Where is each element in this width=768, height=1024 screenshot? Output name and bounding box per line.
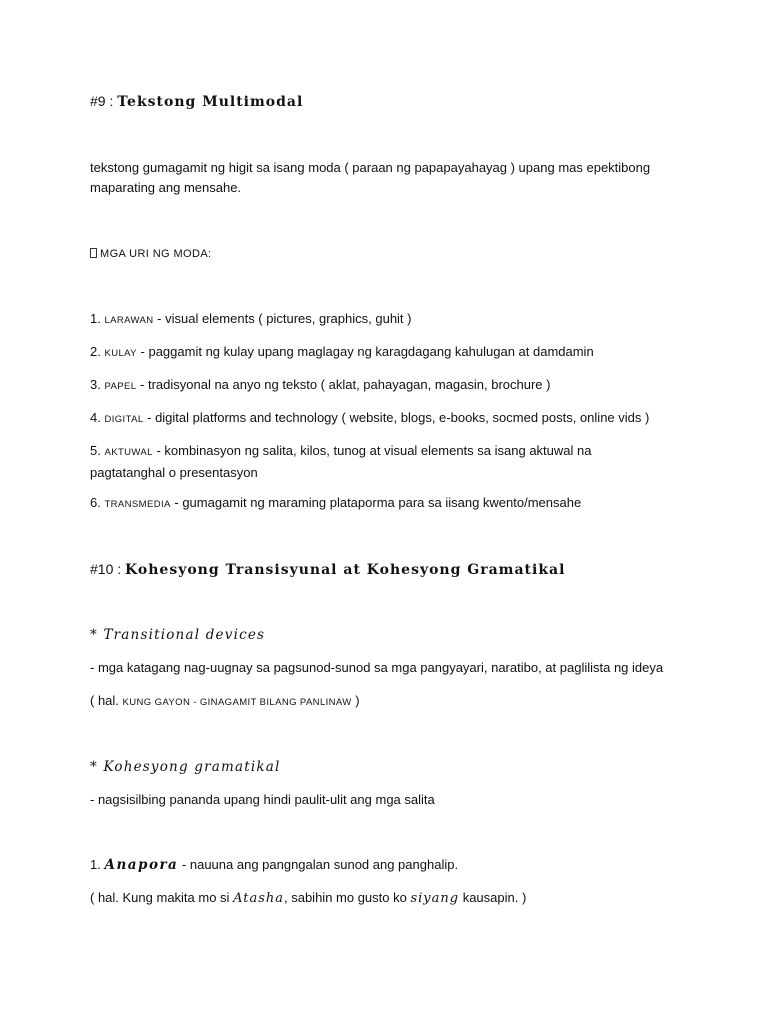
section-10-heading (90, 559, 565, 580)
kohesyong-gramatikal-desc: - nagsisilbing pananda upang hindi paulit-ulit ang mga salita (90, 792, 435, 807)
list-item-term: LARAWAN (104, 315, 154, 326)
list-item-desc: - gumagamit ng maraming plataporma para sa iisang kwento/mensahe (170, 495, 582, 510)
list-item (90, 408, 649, 430)
missing-glyph-icon (90, 248, 97, 258)
list-item-term: TRANSMEDIA (104, 499, 171, 510)
section-9-definition: tekstong gumagamit ng higit sa isang moda ( paraan ng papapayahayag ) upang mas epektibong maparating ang mensahe. (90, 160, 651, 195)
list-item-term: DIGITAL (104, 414, 144, 425)
example-text: , sabihin mo gusto ko (284, 890, 411, 905)
mga-uri-label-line (90, 243, 212, 264)
list-item-desc: - digital platforms and technology ( website, blogs, e-books, socmed posts, online vids ) (143, 410, 650, 425)
list-item-term: PAPEL (104, 381, 137, 392)
list-item-number: 6. (90, 495, 101, 510)
section-10-title: Kohesyong Transisyunal at Kohesyong Gramatikal (125, 562, 566, 578)
list-item-number: 4. (90, 410, 101, 425)
example-italic-name: Atasha (233, 891, 284, 906)
list-item (90, 493, 581, 515)
list-item-desc: - tradisyonal na anyo ng teksto ( aklat, pahayagan, magasin, brochure ) (136, 377, 551, 392)
list-item-number: 3. (90, 377, 101, 392)
kohesyong-gramatikal-heading: * Kohesyong gramatikal (90, 759, 281, 775)
list-item-desc: - visual elements ( pictures, graphics, guhit ) (153, 311, 412, 326)
list-item-desc: - paggamit ng kulay upang maglagay ng karagdagang kahulugan at damdamin (136, 344, 594, 359)
list-item (90, 342, 594, 364)
example-text: kausapin. ) (459, 890, 527, 905)
example-italic-pronoun: siyang (410, 891, 460, 906)
anapora-term: Anapora (104, 857, 179, 873)
list-item-desc: - kombinasyon ng salita, kilos, tunog at visual elements sa isang aktuwal na pagtatanghal o presentasyon (90, 443, 592, 480)
transitional-example (90, 691, 360, 713)
mga-uri-label: MGA URI NG MODA: (100, 248, 212, 260)
anapora-desc: - nauuna ang pangngalan sunod ang panghalip. (178, 857, 459, 872)
list-item (90, 441, 670, 483)
example-text: ( hal. Kung makita mo si (90, 890, 234, 905)
list-item (90, 309, 411, 331)
anapora-example (90, 888, 526, 909)
list-item-number: 5. (90, 443, 101, 458)
example-smallcaps-text: KUNG GAYON - GINAGAMIT BILANG PANLINAW (122, 697, 352, 708)
list-item-term: KULAY (104, 348, 137, 359)
list-item (90, 375, 550, 397)
list-item-number: 1. (90, 311, 101, 326)
section-9-title: Tekstong Multimodal (117, 94, 304, 110)
example-close: ) (351, 693, 360, 708)
transitional-devices-desc: - mga katagang nag-uugnay sa pagsunod-sunod sa mga pangyayari, naratibo, at paglilista ng ideya (90, 660, 664, 675)
anapora-line (90, 855, 458, 875)
section-10-number: #10 : (90, 561, 122, 577)
list-item-number: 2. (90, 344, 101, 359)
example-open: ( hal. (90, 693, 123, 708)
list-item-term: AKTUWAL (104, 447, 153, 458)
anapora-number: 1. (90, 857, 105, 872)
transitional-devices-heading: * Transitional devices (90, 627, 266, 643)
section-9-number: #9 : (90, 93, 114, 109)
section-9-heading (90, 91, 303, 112)
